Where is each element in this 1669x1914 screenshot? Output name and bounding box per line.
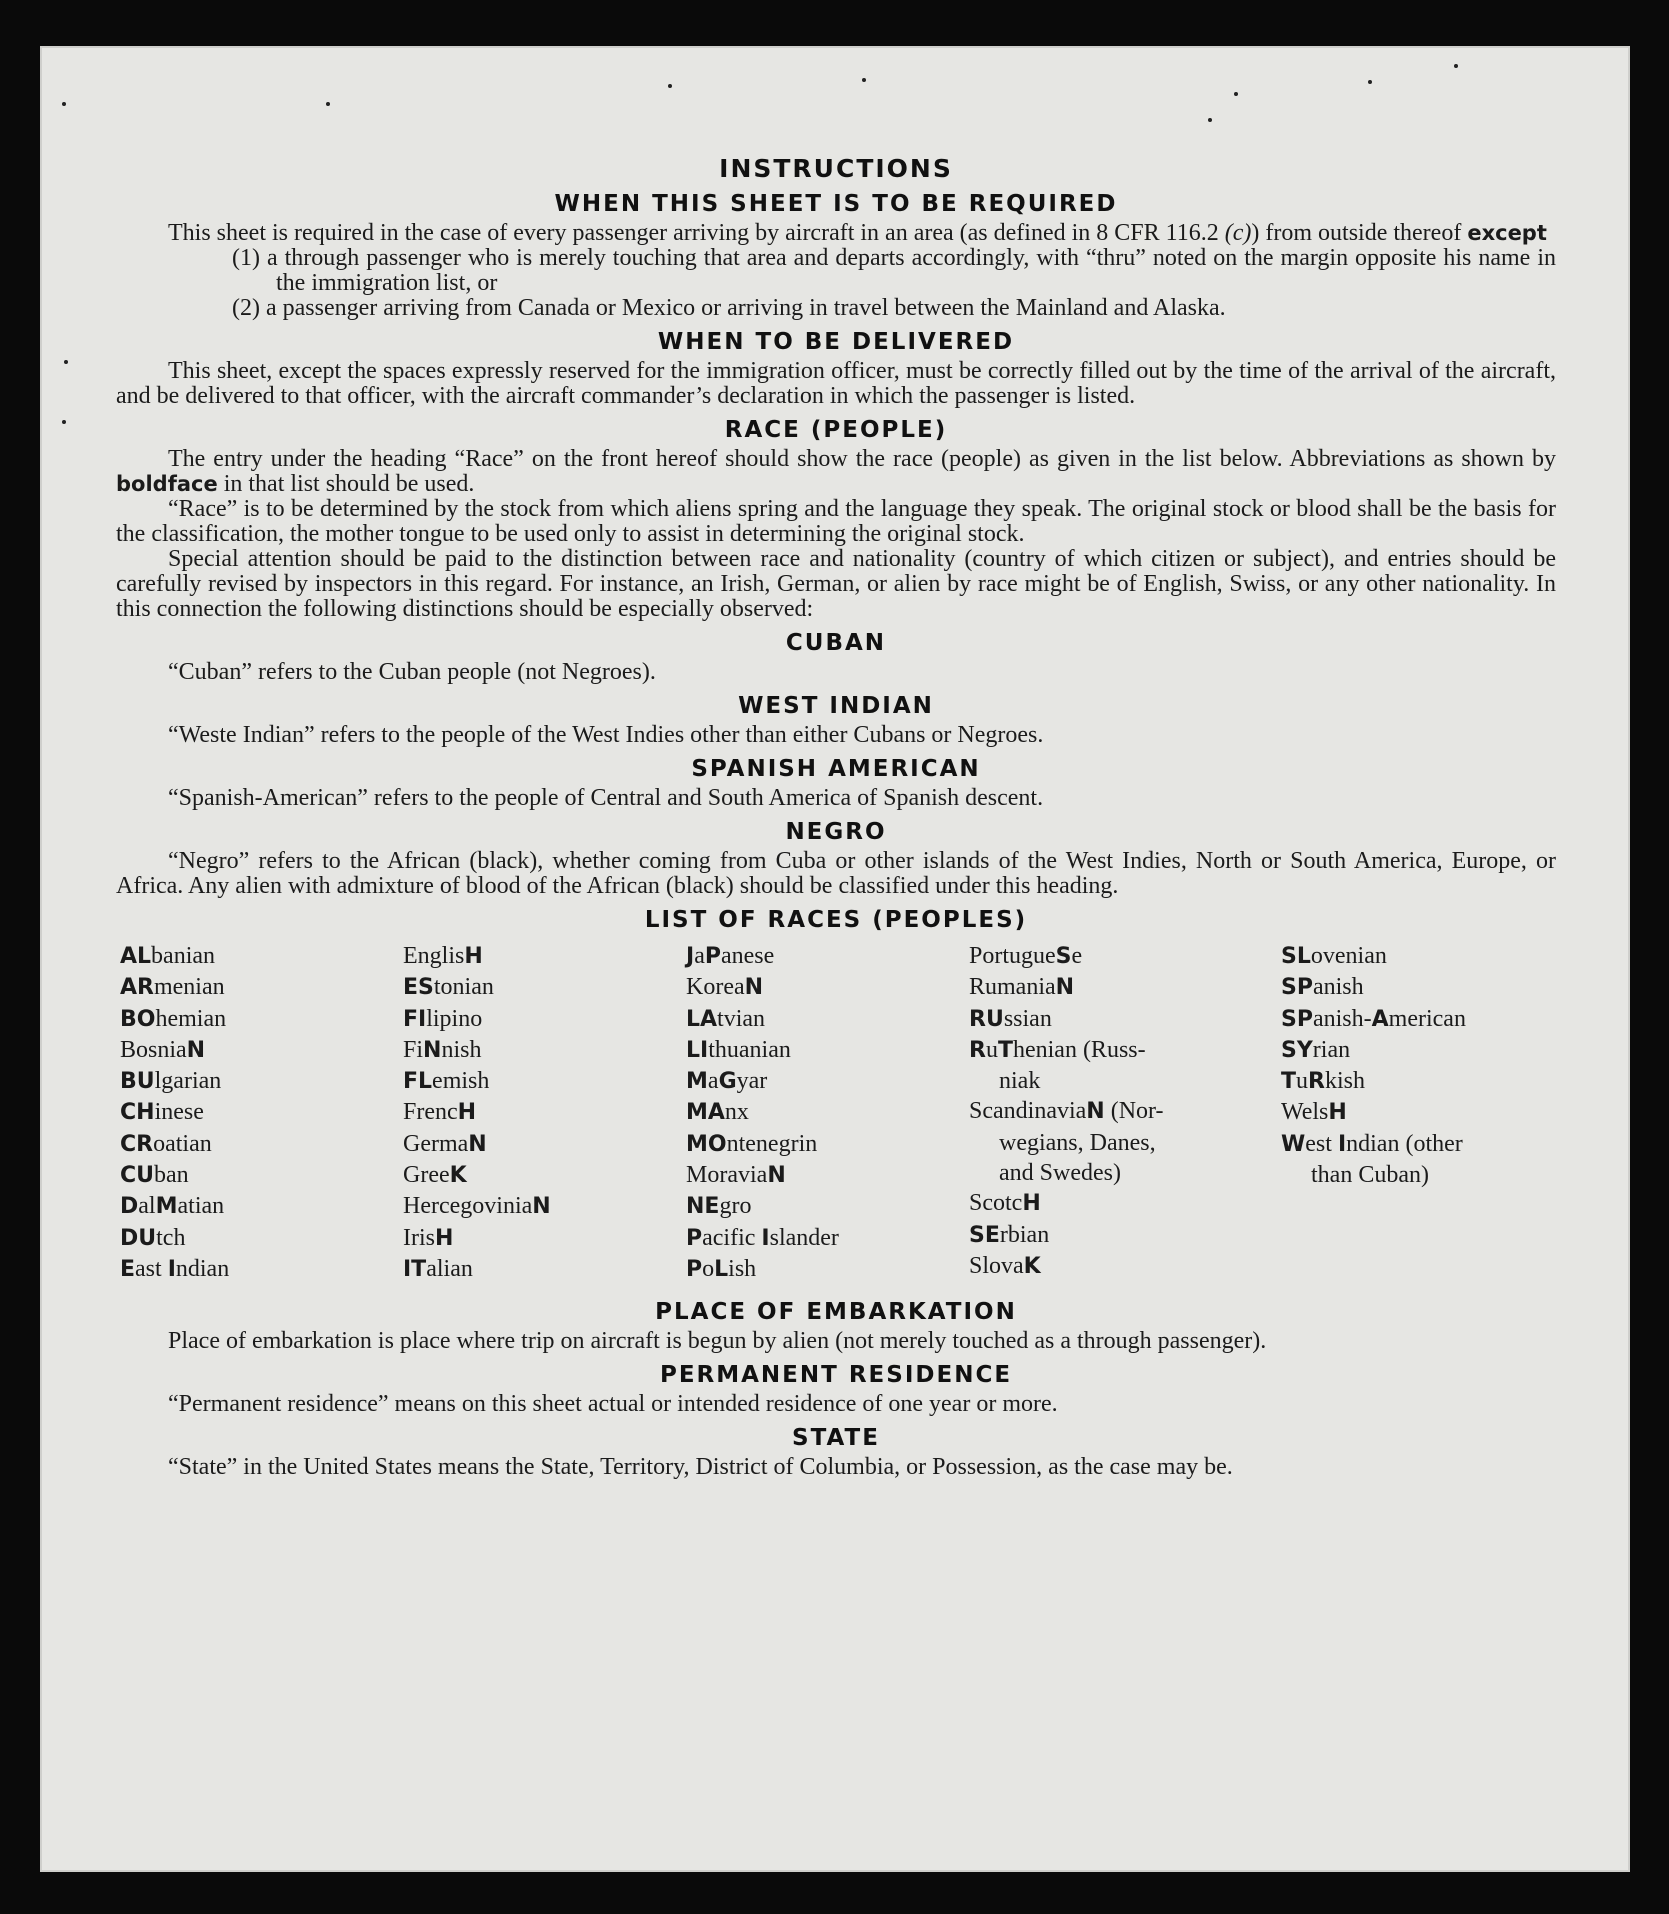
heading-west-indian: WEST INDIAN (738, 693, 934, 719)
heading-list-of-races: LIST OF RACES (PEOPLES) (644, 907, 1028, 933)
race-text: Scotc (969, 1190, 1023, 1217)
race-entry (686, 1066, 969, 1097)
race-text: and Swedes) (999, 1160, 1121, 1187)
race-entry (969, 1188, 1281, 1219)
race-abbreviation: N (767, 1163, 786, 1189)
race-entry (686, 1254, 969, 1285)
speck (1234, 92, 1238, 96)
race-abbreviation: H (457, 1100, 477, 1126)
race-abbreviation: P (704, 944, 721, 969)
race-entry (1281, 972, 1531, 1003)
race-entry (1281, 1035, 1531, 1066)
race-text: banian (151, 943, 216, 969)
heading-place-of-embarkation: PLACE OF EMBARKATION (655, 1299, 1017, 1326)
race-entry (120, 941, 403, 972)
races-column-5 (1281, 941, 1531, 1285)
race-text: henian (Russ- (1012, 1036, 1146, 1063)
speck (668, 84, 672, 88)
heading-negro: NEGRO (785, 819, 887, 845)
race-text: ban (154, 1162, 189, 1189)
race-entry (969, 1158, 1281, 1188)
race-text: wegians, Danes, (999, 1129, 1156, 1156)
race-abbreviation: S (1055, 944, 1072, 969)
race-text: ish (728, 1255, 757, 1282)
race-abbreviation: J (686, 944, 695, 969)
race-text: Germa (403, 1130, 469, 1157)
race-abbreviation: N (1055, 975, 1075, 1001)
heading-spanish-american: SPANISH AMERICAN (691, 756, 981, 782)
race-text: Englis (403, 943, 465, 969)
race-entry (120, 1129, 403, 1160)
race-text: a (707, 1068, 719, 1095)
race-abbreviation: G (718, 1069, 737, 1095)
race-entry (686, 941, 969, 972)
race-entry (403, 972, 686, 1003)
race-abbreviation: N (532, 1194, 551, 1220)
race-text: e (1071, 943, 1083, 969)
race-abbreviation: K (1023, 1253, 1041, 1279)
race-text: Portugue (969, 943, 1056, 969)
race-entry (1281, 1160, 1531, 1190)
race-abbreviation: I (761, 1225, 770, 1251)
race-paragraph-3: Special attention should be paid to the distinction between race and nationality (country of which citizen or subject), and entries should be carefully revised by inspectors in this regard. For instance, an Irish, German, or alien by race might be of English, Swiss, or any other nationality. In this connection the following distinctions should be especially observed: (116, 546, 1556, 622)
race-text: Slova (969, 1252, 1024, 1279)
race-text: ovenian (1310, 943, 1387, 969)
race-text: Wels (1281, 1099, 1329, 1126)
race-abbreviation: SP (1281, 1006, 1313, 1032)
west-indian-text: “Weste Indian” refers to the people of the West Indies other than either Cubans or Negroes. (168, 722, 1044, 748)
race-text: (Nor- (1104, 1098, 1164, 1125)
race-text: ntenegrin (726, 1130, 818, 1157)
speck (64, 360, 68, 364)
race-entry (969, 1096, 1281, 1127)
race-paragraph-2: “Race” is to be determined by the stock from which aliens spring and the language they speak. The original stock or blood shall be the basis for the classification, the mother tongue to be used only to assist in determining the original stock. (116, 496, 1556, 547)
heading-state: STATE (792, 1425, 880, 1452)
speck (1208, 118, 1212, 122)
race-abbreviation: E (120, 1256, 136, 1282)
races-column-3 (686, 941, 969, 1285)
race-text: Fi (403, 1036, 424, 1063)
race-text: al (138, 1193, 156, 1220)
race-abbreviation: N (744, 975, 764, 1001)
race-text: tonian (433, 974, 494, 1001)
cuban-text: “Cuban” refers to the Cuban people (not Negroes). (168, 659, 656, 685)
race-text: Rumania (969, 974, 1056, 1001)
race-text: Moravia (686, 1162, 768, 1189)
race-text: Iris (403, 1224, 435, 1251)
race-abbreviation: P (686, 1256, 703, 1282)
race-text: thuanian (708, 1036, 791, 1063)
speck (326, 102, 330, 106)
race-text: o (702, 1255, 715, 1282)
race-text: ssian (1003, 1005, 1052, 1032)
race-entry (686, 1160, 969, 1191)
race-entry (969, 1220, 1281, 1251)
race-abbreviation: P (686, 1225, 703, 1251)
exception-item-2: (2) a passenger arriving from Canada or Mexico or arriving in travel between the Mainland and Alaska. (232, 295, 1226, 321)
race-entry (403, 1223, 686, 1254)
race-abbreviation: N (186, 1037, 206, 1063)
race-abbreviation: H (464, 944, 483, 969)
race-abbreviation: SE (969, 1222, 1000, 1248)
race-entry (120, 1004, 403, 1035)
race-text: oatian (153, 1130, 212, 1157)
heading-permanent-residence: PERMANENT RESIDENCE (659, 1362, 1013, 1389)
race-text: Frenc (403, 1099, 458, 1126)
race-text: than Cuban) (1311, 1162, 1429, 1189)
race-entry (686, 1097, 969, 1128)
race-entry (120, 1191, 403, 1222)
race-entry (1281, 1004, 1531, 1035)
cfr-reference: (c) (1224, 220, 1252, 246)
race-paragraph-1 (116, 447, 1556, 497)
race-entry (403, 1097, 686, 1128)
spanish-american-text: “Spanish-American” refers to the people of Central and South America of Spanish descent. (168, 785, 1044, 811)
race-abbreviation: H (1328, 1100, 1347, 1126)
race-paragraph-1-text: The entry under the heading “Race” on the front hereof should show the race (people) as given in the list below. Abbreviations as shown by (168, 446, 1556, 472)
race-abbreviation: AR (120, 975, 154, 1001)
race-text: Bosnia (120, 1036, 187, 1063)
race-text: nx (724, 1099, 749, 1126)
permanent-residence-text: “Permanent residence” means on this sheet actual or intended residence of one year or more. (168, 1391, 1058, 1418)
when-required-intro-text: This sheet is required in the case of every passenger arriving by aircraft in an area (as defined in 8 CFR 116.2 (168, 220, 1225, 246)
race-entry (403, 1129, 686, 1160)
race-abbreviation: L (714, 1256, 729, 1282)
race-text: anese (720, 943, 775, 969)
exception-item-1: (1) a through passenger who is merely touching that area and departs accordingly, with “thru” noted on the margin opposite his name in the immigration list, or (232, 245, 1556, 296)
race-text: emish (432, 1068, 490, 1095)
race-entry (1281, 1129, 1531, 1160)
race-text: Scandinavia (969, 1098, 1087, 1125)
race-text: anish- (1312, 1005, 1372, 1032)
race-entry (120, 1160, 403, 1191)
race-entry (403, 1254, 686, 1285)
race-entry (686, 1223, 969, 1254)
race-abbreviation: M (155, 1194, 178, 1220)
race-text: menian (153, 974, 225, 1001)
race-text: acific (702, 1224, 762, 1251)
race-abbreviation: R (1308, 1069, 1325, 1095)
race-text: yar (736, 1068, 768, 1095)
race-text: alian (426, 1255, 473, 1282)
race-abbreviation: AL (120, 944, 152, 969)
race-entry (686, 1191, 969, 1222)
race-abbreviation: LI (686, 1037, 709, 1063)
race-text: anish (1312, 974, 1364, 1001)
heading-when-delivered: WHEN TO BE DELIVERED (657, 329, 1015, 355)
negro-text: “Negro” refers to the African (black), whether coming from Cuba or other islands of the West Indies, North or South America, Europe, or Africa. Any alien with admixture of blood of the African (black) should be classified under this heading. (116, 848, 1556, 899)
race-abbreviation: CU (120, 1163, 155, 1189)
race-entry (120, 1097, 403, 1128)
race-abbreviation: ES (403, 975, 434, 1001)
race-abbreviation: LA (686, 1006, 718, 1032)
race-text: Hercegovinia (403, 1193, 533, 1220)
race-entry (969, 1066, 1281, 1096)
race-entry (403, 1191, 686, 1222)
instructions-content (116, 146, 1556, 1480)
race-text: inese (154, 1099, 204, 1126)
race-text: merican (1388, 1005, 1466, 1032)
speck (62, 420, 66, 424)
race-entry (969, 941, 1281, 972)
race-abbreviation: D (120, 1194, 139, 1220)
race-abbreviation: FL (403, 1069, 433, 1095)
race-text: hemian (155, 1005, 227, 1032)
race-abbreviation: N (1086, 1099, 1105, 1125)
race-entry (403, 1066, 686, 1097)
race-abbreviation: CR (120, 1131, 154, 1157)
race-entry (1281, 941, 1531, 972)
race-abbreviation: BU (120, 1069, 155, 1095)
race-text: ndian (other (1346, 1130, 1463, 1157)
races-list (120, 941, 1556, 1285)
race-entry (120, 1223, 403, 1254)
speck (1368, 80, 1372, 84)
heading-race: RACE (PEOPLE) (724, 417, 948, 443)
race-entry (120, 1035, 403, 1066)
race-entry (969, 972, 1281, 1003)
race-entry (120, 1066, 403, 1097)
race-abbreviation: IT (403, 1256, 427, 1282)
race-abbreviation: MO (686, 1131, 727, 1157)
when-delivered-text: This sheet, except the spaces expressly reserved for the immigration officer, must be correctly filled out by the time of the arrival of the aircraft, and be delivered to that officer, with the aircraft commander’s declaration in which the passenger is listed. (116, 358, 1556, 409)
race-abbreviation: FI (403, 1006, 427, 1032)
speck (62, 102, 66, 106)
race-text: rian (1312, 1036, 1351, 1063)
speck (1454, 64, 1458, 68)
race-entry (403, 1160, 686, 1191)
race-text: gro (719, 1193, 752, 1220)
race-entry (1281, 1097, 1531, 1128)
race-text: est (1305, 1130, 1338, 1157)
race-text: tvian (717, 1005, 766, 1032)
race-abbreviation: A (1371, 1006, 1389, 1032)
race-paragraph-1-end: in that list should be used. (217, 471, 475, 497)
race-entry (969, 1251, 1281, 1282)
race-abbreviation: MA (686, 1100, 725, 1126)
race-abbreviation: H (435, 1225, 454, 1251)
races-column-2 (403, 941, 686, 1285)
race-abbreviation: T (997, 1037, 1013, 1063)
race-text: kish (1324, 1068, 1365, 1095)
race-abbreviation: DU (120, 1225, 157, 1251)
race-abbreviation: SY (1281, 1037, 1313, 1063)
place-of-embarkation-text: Place of embarkation is place where trip on aircraft is begun by alien (not merely touched as a through passenger). (168, 1328, 1267, 1355)
race-entry (969, 1035, 1281, 1066)
race-entry (120, 1254, 403, 1285)
document-page (40, 46, 1630, 1872)
race-abbreviation: BO (120, 1006, 156, 1032)
state-text: “State” in the United States means the State, Territory, District of Columbia, or Possession, as the case may be. (168, 1454, 1233, 1481)
race-abbreviation: I (167, 1256, 176, 1282)
race-text: a (694, 943, 705, 969)
when-required-intro-text-2: ) from outside thereof (1251, 220, 1468, 246)
race-entry (120, 972, 403, 1003)
race-text: atian (177, 1193, 225, 1220)
race-text: ndian (175, 1255, 230, 1282)
race-entry (403, 1004, 686, 1035)
race-abbreviation: R (969, 1037, 986, 1063)
races-column-1 (120, 941, 403, 1285)
race-abbreviation: M (686, 1069, 708, 1095)
race-text: tch (156, 1224, 186, 1251)
race-abbreviation: K (449, 1163, 467, 1189)
race-entry (686, 972, 969, 1003)
race-entry (403, 1035, 686, 1066)
race-entry (969, 1004, 1281, 1035)
race-text: rbian (999, 1221, 1050, 1248)
race-text: nish (441, 1036, 482, 1063)
speck (862, 78, 866, 82)
race-abbreviation: N (468, 1131, 487, 1157)
race-text: lgarian (154, 1068, 222, 1095)
race-abbreviation: NE (686, 1194, 720, 1220)
race-text: Gree (403, 1162, 450, 1189)
race-abbreviation: T (1281, 1069, 1297, 1095)
race-entry (403, 941, 686, 972)
race-abbreviation: I (1337, 1131, 1347, 1157)
race-text: u (1296, 1068, 1309, 1095)
except-keyword: except (1467, 221, 1547, 245)
race-text: u (985, 1036, 998, 1063)
race-text: niak (999, 1068, 1041, 1095)
when-required-intro (116, 221, 1556, 246)
race-abbreviation: SL (1281, 944, 1311, 969)
race-entry (686, 1004, 969, 1035)
race-entry (969, 1128, 1281, 1158)
boldface-keyword: boldface (116, 472, 218, 496)
race-text: ast (135, 1255, 168, 1282)
races-column-4 (969, 941, 1281, 1285)
heading-when-required: WHEN THIS SHEET IS TO BE REQUIRED (554, 191, 1118, 217)
race-text: lipino (426, 1005, 483, 1032)
race-entry (1281, 1066, 1531, 1097)
race-abbreviation: H (1022, 1191, 1041, 1217)
heading-instructions: INSTRUCTIONS (719, 154, 953, 183)
race-abbreviation: W (1281, 1131, 1306, 1157)
race-entry (686, 1129, 969, 1160)
race-abbreviation: CH (120, 1100, 155, 1126)
race-abbreviation: N (423, 1037, 442, 1063)
heading-cuban: CUBAN (785, 630, 887, 656)
race-text: slander (769, 1224, 839, 1251)
race-entry (686, 1035, 969, 1066)
race-text: Korea (686, 974, 745, 1001)
race-abbreviation: SP (1281, 975, 1313, 1001)
race-abbreviation: RU (969, 1006, 1004, 1032)
